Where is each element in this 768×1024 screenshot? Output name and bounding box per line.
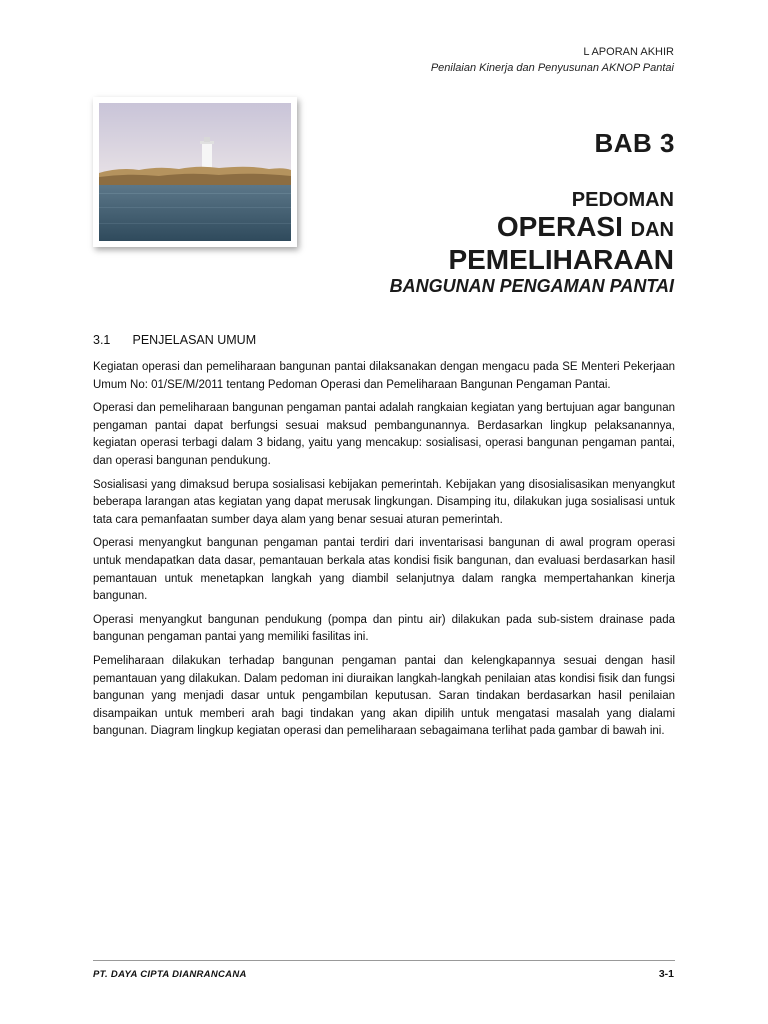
- footer-company: PT. DAYA CIPTA DIANRANCANA: [93, 969, 247, 980]
- title-word-dan: DAN: [630, 219, 674, 241]
- page-number: 3-1: [658, 968, 674, 980]
- chapter-label: BAB 3: [594, 128, 675, 158]
- title-line-operasi: [390, 212, 674, 245]
- photo-image: [99, 103, 291, 241]
- paragraph: Operasi menyangkut bangunan pengaman pantai terdiri dari inventarisasi bangunan di awal program operasi untuk mendapatkan data dasar, pemantauan berkala atas kondisi fisik bangunan, dan evaluasi berdasarkan hasil pemantauan untuk menetapkan langkah yang diambil selanjutnya dalam rangka mempertahankan kinerja bangunan.: [93, 537, 675, 603]
- section-title: PENJELASAN UMUM: [132, 333, 257, 347]
- paragraph: Operasi menyangkut bangunan pendukung (pompa dan pintu air) dilakukan pada sub-sistem drainase pada bangunan pengaman pantai yang memiliki fasilitas ini.: [93, 613, 675, 644]
- section-number: 3.1: [93, 333, 111, 347]
- section-heading: [93, 333, 256, 347]
- paragraph: Kegiatan operasi dan pemeliharaan bangunan pantai dilaksanakan dengan mengacu pada SE Menteri Pekerjaan Umum No: 01/SE/M/2011 tentang Pedoman Operasi dan Pemeliharaan Bangunan Pengaman Pantai.: [93, 361, 675, 391]
- paragraph: Pemeliharaan dilakukan terhadap bangunan pengaman pantai dan kelengkapannya sesuai dengan hasil pemantauan yang dilakukan. Dalam pedoman ini diuraikan langkah-langkah penilaian atas kondisi fisik dan fungsi bangunan yang menjadi dasar untuk pengambilan keputusan. Saran tindakan berdasarkan hasil penilaian disampaikan untuk memberi arah bagi tindakan yang akan dipilih untuk mengatasi masalah yang dialami bangunan. Diagram lingkup kegiatan operasi dan pemeliharaan sebagaimana terlihat pada gambar di bawah ini.: [93, 654, 675, 738]
- lighthouse-breakwater-photo: [93, 97, 297, 247]
- report-title: L APORAN AKHIR: [583, 46, 674, 58]
- body-text: [93, 359, 675, 747]
- title-line-pemeliharaan: PEMELIHARAAN: [448, 244, 674, 275]
- paragraph: Sosialisasi yang dimaksud berupa sosialisasi kebijakan pemerintah. Kebijakan yang disosialisasikan menyangkut beberapa larangan atas kegiatan yang dapat merusak lingkungan. Disamping itu, dilakukan juga sosialisasi untuk tata cara pemanfaatan sumber daya alam yang benar sesuai aturan pemerintah.: [93, 478, 675, 526]
- page-header: [431, 44, 674, 76]
- title-line-bangunan: BANGUNAN PENGAMAN PANTAI: [389, 276, 674, 296]
- footer-divider: [93, 960, 675, 961]
- paragraph: Operasi dan pemeliharaan bangunan pengaman pantai adalah rangkaian kegiatan yang bertujuan agar bangunan pengaman pantai dapat berfungsi sesuai maksud pembangunannya. Berdasarkan lingkup pelaksanannya, kegiatan operasi terbagi dalam 3 bidang, yaitu yang mencakup: sosialisasi, operasi bangunan pengaman pantai, dan operasi bangunan pendukung.: [93, 402, 675, 467]
- title-word-operasi: OPERASI: [496, 211, 623, 242]
- chapter-title: [390, 188, 674, 297]
- title-line-pedoman: PEDOMAN: [571, 189, 674, 211]
- report-subtitle: Penilaian Kinerja dan Penyusunan AKNOP Pantai: [430, 62, 674, 74]
